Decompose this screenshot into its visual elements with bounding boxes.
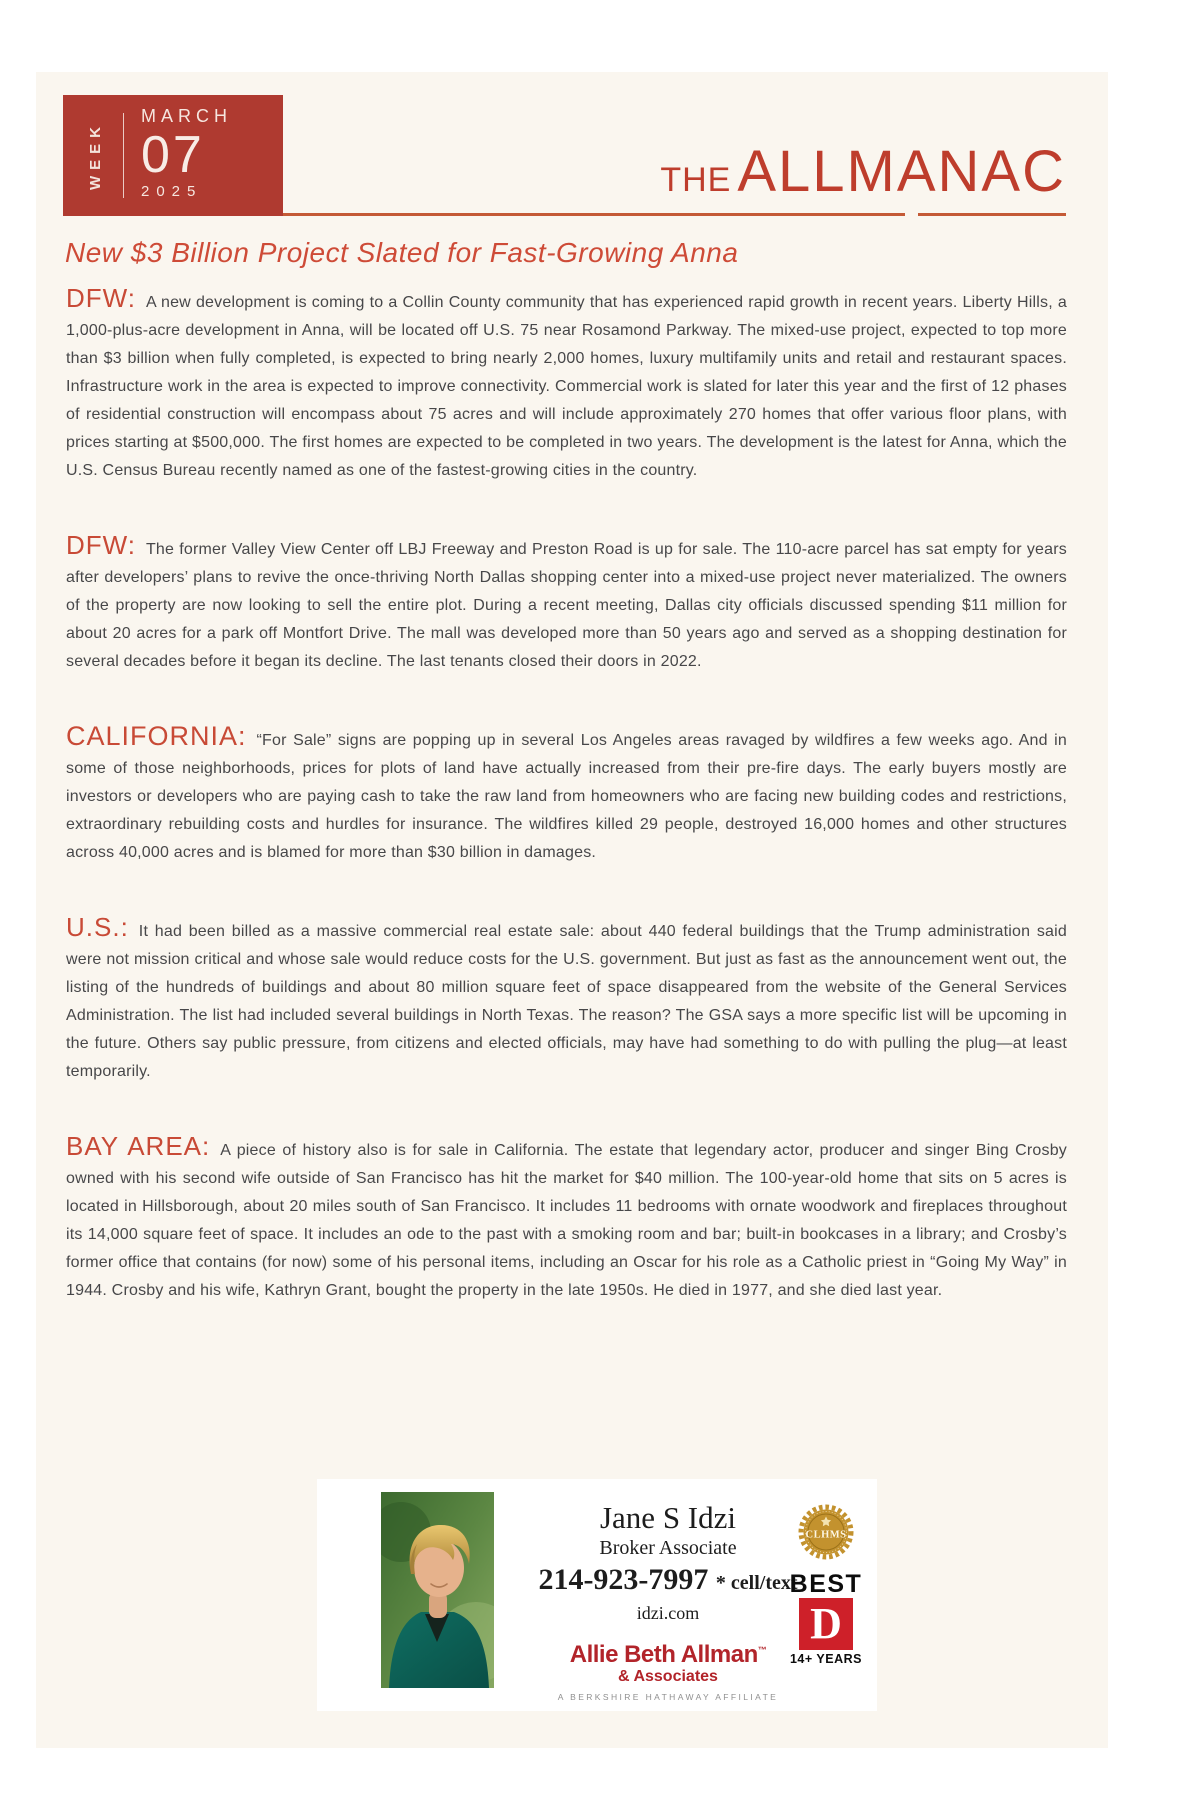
masthead-the: THE	[660, 161, 732, 199]
agent-phone: 214-923-7997	[538, 1563, 709, 1596]
week-label-vertical	[71, 95, 119, 216]
page-background	[36, 72, 1108, 1748]
story-body: It had been billed as a massive commercial real estate sale: about 440 federal buildings that the Trump administration said were not mission critical and whose sale would reduce costs for the U.S. government. But just as fast as the announcement went out, the listing of the hundreds of buildings and about 80 million square feet of space disappeared from the website of the General Services Administration. The list had included several buildings in North Texas. The reason? The GSA says a more specific list will be upcoming in the future. Others say public pressure, from citizens and elected officials, may have had something to do with pulling the plug—at least temporarily.	[66, 923, 1067, 1080]
award-logos	[789, 1504, 863, 1666]
phone-note: * cell/text	[715, 1572, 798, 1594]
story-body: A piece of history also is for sale in California. The estate that legendary actor, producer and singer Bing Crosby owned with his second wife outside of San Francisco has hit the market for $40 million. The 100-year-old home that sits on 5 acres is located in Hillsborough, about 20 miles south of San Francisco. It includes 11 bedrooms with ornate woodwork and fireplaces throughout its 14,000 square feet of space. It includes an ode to the past with a smoking room and bar; built-in bookcases in a library; and Crosby’s former office that contains (for now) some of his personal items, including an Oscar for his role as a Catholic priest in “Going My Way” in 1944. Crosby and his wife, Kathryn Grant, bought the property in the late 1950s. He died in 1977, and she died last year.	[66, 1142, 1067, 1299]
agent-contact-card	[317, 1479, 877, 1711]
story-dfw-2	[66, 531, 1067, 676]
story-dfw-1	[66, 284, 1067, 485]
clhms-label: CLHMS	[805, 1529, 847, 1541]
d-letter: D	[810, 1599, 842, 1648]
best-d-award-logo	[790, 1571, 863, 1666]
best-years-label: 14+ YEARS	[789, 1652, 863, 1666]
d-magazine-square	[799, 1598, 853, 1650]
story-lead: BAY AREA:	[66, 1131, 211, 1161]
story-body: The former Valley View Center off LBJ Freeway and Preston Road is up for sale. The 110-acre parcel has sat empty for years after developers’ plans to revive the once-thriving North Dallas shopping center into a mixed-use project never materialized. The owners of the property are now looking to sell the entire plot. During a recent meeting, Dallas city officials discussed spending $11 million for about 20 acres for a park off Montfort Drive. The mall was developed more than 50 years ago and served as a shopping destination for several decades before it began its decline. The last tenants closed their doors in 2022.	[66, 541, 1067, 670]
best-label: BEST	[789, 1570, 863, 1598]
agent-photo	[381, 1492, 494, 1688]
agent-website-link[interactable]: idzi.com	[636, 1603, 700, 1623]
week-label: WEEK	[86, 121, 104, 190]
trademark-symbol: ™	[757, 1645, 767, 1655]
badge-year: 2025	[141, 183, 203, 200]
story-bay-area	[66, 1132, 1067, 1305]
agent-name: Jane S Idzi	[599, 1500, 737, 1535]
story-body: A new development is coming to a Collin County community that has experienced rapid growth in recent years. Liberty Hills, a 1,000-plus-acre development in Anna, will be located off U.S. 75 near Rosamond Parkway. The mixed-use project, expected to top more than $3 billion when fully completed, is expected to bring nearly 2,000 homes, luxury multifamily units and retail and restaurant spaces. Infrastructure work in the area is expected to improve connectivity. Commercial work is slated for later this year and the first of 12 phases of residential construction will encompass about 75 acres and will include approximately 270 homes that offer various floor plans, with prices starting at $500,000. The first homes are expected to be completed in two years. The development is the latest for Anna, which the U.S. Census Bureau recently named as one of the fastest-growing cities in the country.	[66, 294, 1067, 479]
stories	[66, 284, 1067, 1305]
masthead-name: ALLMANAC	[737, 139, 1066, 204]
story-california	[66, 722, 1067, 867]
badge-month: MARCH	[141, 106, 232, 126]
date-badge	[63, 95, 283, 216]
agent-photo-art	[381, 1492, 494, 1688]
agent-phone-line	[513, 1563, 823, 1600]
agent-title: Broker Associate	[599, 1537, 737, 1559]
header-rule-right	[918, 213, 1066, 216]
story-lead: DFW:	[66, 530, 136, 560]
clhms-seal-icon	[798, 1504, 854, 1560]
story-lead: U.S.:	[66, 912, 129, 942]
brokerage-associates: & Associates	[618, 1668, 718, 1685]
badge-divider	[123, 113, 124, 198]
story-lead: CALIFORNIA:	[66, 721, 247, 751]
brokerage-logo	[513, 1638, 823, 1702]
masthead	[660, 138, 1066, 205]
badge-day: 07	[141, 126, 205, 184]
headline: New $3 Billion Project Slated for Fast-Growing Anna	[65, 237, 739, 268]
brokerage-affiliate-line: A BERKSHIRE HATHAWAY AFFILIATE	[557, 1692, 779, 1702]
badge-date-block	[141, 106, 232, 200]
agent-contact-info	[513, 1501, 823, 1702]
story-us	[66, 913, 1067, 1086]
brokerage-name: Allie Beth Allman™	[569, 1641, 767, 1668]
story-lead: DFW:	[66, 283, 136, 313]
story-body: “For Sale” signs are popping up in several Los Angeles areas ravaged by wildfires a few weeks ago. And in some of those neighborhoods, prices for plots of land have actually increased from their pre-fire days. The early buyers mostly are investors or developers who are paying cash to take the raw land from homeowners who are facing new building codes and restrictions, extraordinary rebuilding costs and hurdles for insurance. The wildfires killed 29 people, destroyed 16,000 homes and other structures across 40,000 acres and is blamed for more than $30 billion in damages.	[66, 732, 1067, 861]
